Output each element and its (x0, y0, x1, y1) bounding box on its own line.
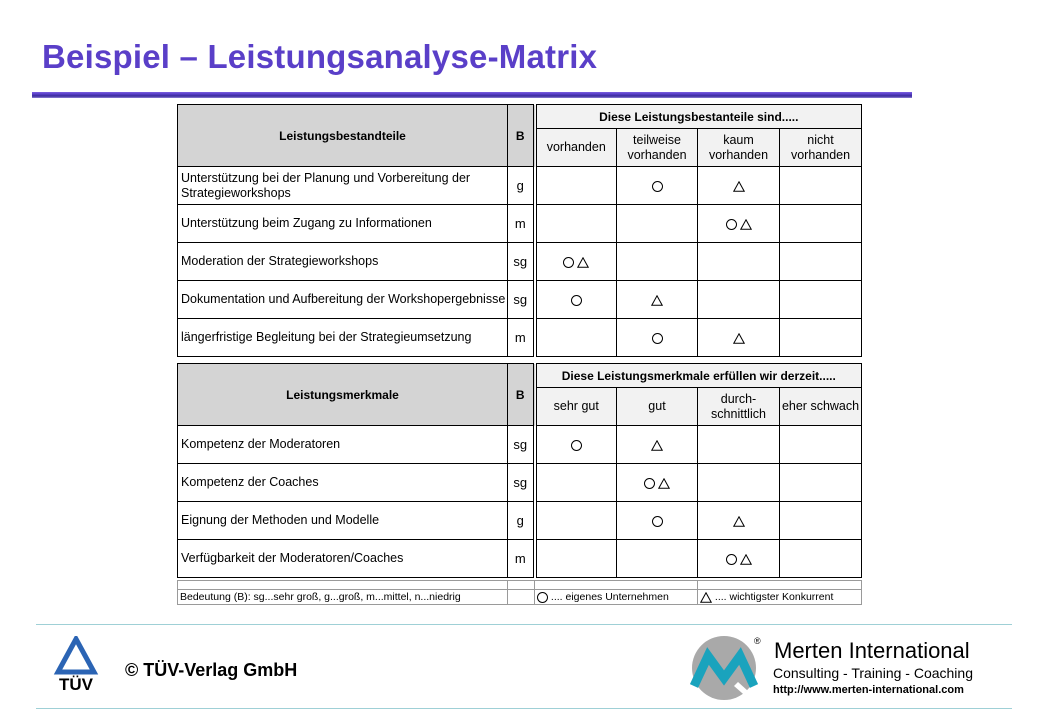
own-company-circle-icon (571, 295, 582, 306)
rating-cell (535, 464, 617, 502)
rating-cell (617, 167, 698, 205)
competitor-triangle-icon (651, 440, 663, 451)
copyright-text: © TÜV-Verlag GmbH (125, 660, 298, 680)
header-row-top (178, 105, 862, 129)
importance-cell: g (508, 502, 535, 540)
rating-column-header: nicht vorhanden (780, 129, 862, 167)
merten-logo (688, 634, 764, 702)
rating-column-header: eher schwach (780, 388, 862, 426)
table-row (178, 502, 862, 540)
company-url: http://www.merten-international.com (773, 684, 964, 696)
rating-column-header: gut (617, 388, 698, 426)
importance-cell: m (508, 540, 535, 578)
criterion-cell: Kompetenz der Moderatoren (178, 426, 508, 464)
legend-own-text: .... eigenes Unternehmen (550, 591, 669, 603)
tuv-logo-text: TÜV (59, 675, 93, 694)
own-company-circle-icon (726, 219, 737, 230)
rating-cell (617, 205, 698, 243)
section-span-header: Diese Leistungsmerkmale erfüllen wir derzeit..... (535, 364, 862, 388)
rating-cell (780, 426, 862, 464)
rating-cell (780, 540, 862, 578)
rating-cell (698, 243, 780, 281)
rating-cell (780, 502, 862, 540)
rating-column-header: kaum vorhanden (698, 129, 780, 167)
own-company-circle-icon (652, 181, 663, 192)
rating-cell (617, 426, 698, 464)
rating-cell (535, 426, 617, 464)
rating-cell (535, 319, 617, 357)
table-row (178, 426, 862, 464)
own-company-circle-icon (563, 257, 574, 268)
importance-cell: m (508, 205, 535, 243)
section-span-header: Diese Leistungsbestanteile sind..... (535, 105, 862, 129)
competitor-triangle-icon (733, 333, 745, 344)
rating-cell (535, 205, 617, 243)
rating-column-header: sehr gut (535, 388, 617, 426)
title-underline (32, 92, 912, 98)
legend-competitor-text: .... wichtigster Konkurrent (714, 591, 834, 603)
page-title: Beispiel – Leistungsanalyse-Matrix (42, 38, 598, 75)
importance-cell: sg (508, 426, 535, 464)
leistungsmerkmale-table (177, 363, 862, 578)
footer-top-line (36, 624, 1012, 625)
criterion-cell: Moderation der Strategieworkshops (178, 243, 508, 281)
table-row (178, 540, 862, 578)
table-row (178, 205, 862, 243)
rating-cell (617, 319, 698, 357)
rating-cell (698, 502, 780, 540)
analysis-matrix (177, 104, 861, 605)
rating-cell (535, 167, 617, 205)
rating-cell (698, 281, 780, 319)
rating-cell (617, 281, 698, 319)
criterion-cell: Unterstützung bei der Planung und Vorbereitung der Strategieworkshops (178, 167, 508, 205)
rating-cell (780, 281, 862, 319)
rating-cell (780, 205, 862, 243)
criterion-cell: Dokumentation und Aufbereitung der Workshopergebnisse (178, 281, 508, 319)
competitor-triangle-icon (658, 478, 670, 489)
importance-cell: sg (508, 464, 535, 502)
rating-cell (535, 243, 617, 281)
rating-cell (780, 243, 862, 281)
b-column-header: B (508, 105, 535, 167)
own-company-circle-icon (652, 516, 663, 527)
legend-row (178, 590, 862, 605)
criterion-cell: längerfristige Begleitung bei der Strategieumsetzung (178, 319, 508, 357)
footer-bottom-line (36, 708, 1012, 709)
own-company-circle-icon (537, 592, 548, 603)
importance-cell: sg (508, 281, 535, 319)
table-row (178, 464, 862, 502)
rating-cell (535, 281, 617, 319)
criterion-cell: Verfügbarkeit der Moderatoren/Coaches (178, 540, 508, 578)
registered-mark: ® (754, 636, 761, 646)
rating-cell (698, 319, 780, 357)
own-company-circle-icon (644, 478, 655, 489)
rating-cell (698, 205, 780, 243)
rating-cell (617, 502, 698, 540)
b-column-header: B (508, 364, 535, 426)
rating-cell (617, 540, 698, 578)
table-row (178, 319, 862, 357)
competitor-triangle-icon (740, 554, 752, 565)
legend-meaning: Bedeutung (B): sg...sehr groß, g...groß, m...mittel, n...niedrig (178, 590, 508, 605)
legend-own (535, 590, 698, 605)
rating-cell (780, 167, 862, 205)
own-company-circle-icon (571, 440, 582, 451)
rating-column-header: teilweise vorhanden (617, 129, 698, 167)
importance-cell: m (508, 319, 535, 357)
rating-cell (698, 540, 780, 578)
tuv-logo (48, 636, 104, 694)
criterion-cell: Eignung der Methoden und Modelle (178, 502, 508, 540)
section-label: Leistungsmerkmale (178, 364, 508, 426)
legend-table (177, 580, 862, 605)
own-company-circle-icon (652, 333, 663, 344)
rating-cell (535, 502, 617, 540)
company-name: Merten International (774, 638, 970, 663)
rating-cell (535, 540, 617, 578)
rating-cell (698, 167, 780, 205)
legend-competitor (698, 590, 862, 605)
table-row (178, 281, 862, 319)
criterion-cell: Unterstützung beim Zugang zu Informationen (178, 205, 508, 243)
table-row (178, 243, 862, 281)
leistungsbestandteile-table (177, 104, 862, 357)
rating-cell (698, 426, 780, 464)
competitor-triangle-icon (740, 219, 752, 230)
company-tagline: Consulting - Training - Coaching (773, 665, 973, 681)
competitor-triangle-icon (733, 181, 745, 192)
importance-cell: g (508, 167, 535, 205)
competitor-triangle-icon (577, 257, 589, 268)
rating-cell (698, 464, 780, 502)
header-row-top (178, 364, 862, 388)
rating-cell (617, 464, 698, 502)
competitor-triangle-icon (651, 295, 663, 306)
legend-spacer-row (178, 581, 862, 590)
rating-column-header: vorhanden (535, 129, 617, 167)
section-label: Leistungsbestandteile (178, 105, 508, 167)
importance-cell: sg (508, 243, 535, 281)
rating-cell (780, 319, 862, 357)
rating-column-header: durch-schnittlich (698, 388, 780, 426)
competitor-triangle-icon (700, 592, 712, 603)
rating-cell (617, 243, 698, 281)
criterion-cell: Kompetenz der Coaches (178, 464, 508, 502)
rating-cell (780, 464, 862, 502)
competitor-triangle-icon (733, 516, 745, 527)
own-company-circle-icon (726, 554, 737, 565)
table-row (178, 167, 862, 205)
